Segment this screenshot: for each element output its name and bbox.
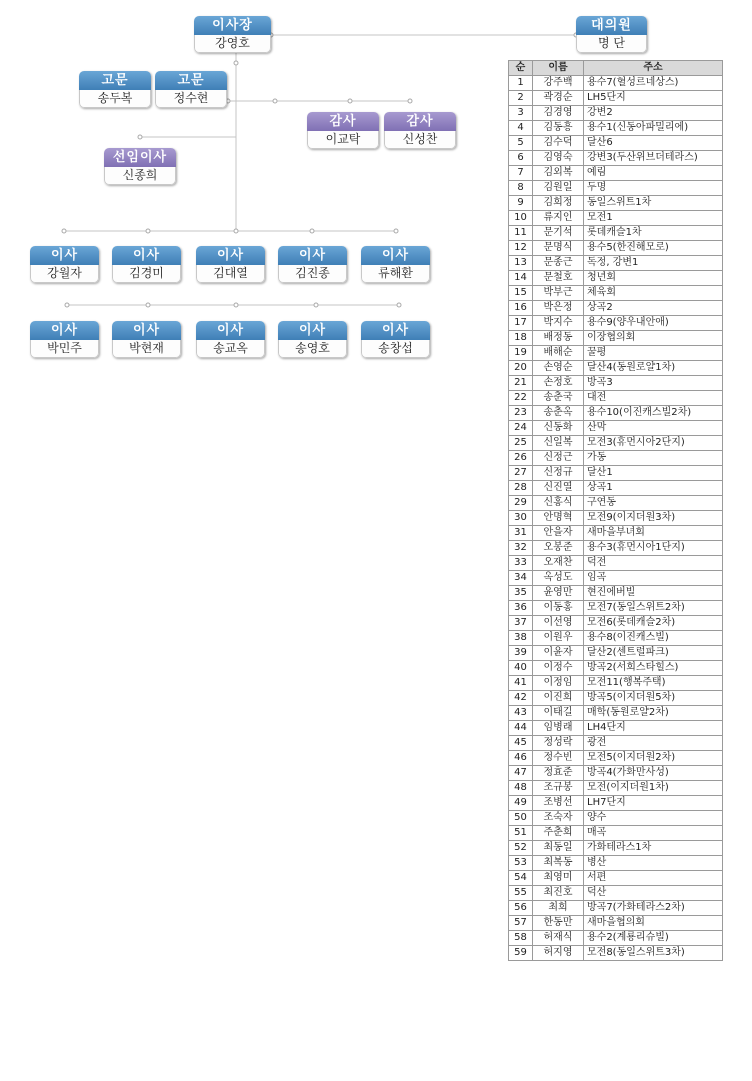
row-number: 28 xyxy=(509,481,533,496)
director-name: 김경미 xyxy=(112,265,181,283)
director-box xyxy=(112,246,181,283)
director-title: 이사 xyxy=(278,246,347,265)
table-row xyxy=(509,226,723,241)
delegate-address: 매학(동원로얄2차) xyxy=(584,706,723,721)
table-row xyxy=(509,796,723,811)
table-row xyxy=(509,76,723,91)
row-number: 5 xyxy=(509,136,533,151)
table-row xyxy=(509,181,723,196)
delegate-address: 모전5(이지더원2차) xyxy=(584,751,723,766)
row-number: 48 xyxy=(509,781,533,796)
delegate-address: 두명 xyxy=(584,181,723,196)
delegate-address: 예림 xyxy=(584,166,723,181)
row-number: 46 xyxy=(509,751,533,766)
director-name: 강월자 xyxy=(30,265,99,283)
delegate-address: 모전3(휴먼시아2단지) xyxy=(584,436,723,451)
delegate-address: 새마을부녀회 xyxy=(584,526,723,541)
delegate-address: 달산1 xyxy=(584,466,723,481)
row-number: 23 xyxy=(509,406,533,421)
director-name: 김대열 xyxy=(196,265,265,283)
delegate-address: 이장협의회 xyxy=(584,331,723,346)
table-row xyxy=(509,631,723,646)
delegate-address: 청년회 xyxy=(584,271,723,286)
delegate-address: 용수1(신동아파밀리에) xyxy=(584,121,723,136)
row-number: 37 xyxy=(509,616,533,631)
row-number: 26 xyxy=(509,451,533,466)
row-number: 20 xyxy=(509,361,533,376)
auditor-box-2 xyxy=(384,112,456,149)
chairman-title: 이사장 xyxy=(194,16,271,35)
delegate-address: 방곡4(가화만사성) xyxy=(584,766,723,781)
delegate-address: 모전9(이지더원3차) xyxy=(584,511,723,526)
row-number: 3 xyxy=(509,106,533,121)
auditor-title: 감사 xyxy=(384,112,456,131)
delegate-address: 강변3(두산위브더테라스) xyxy=(584,151,723,166)
table-row xyxy=(509,721,723,736)
director-box xyxy=(361,321,430,358)
delegate-address: LH4단지 xyxy=(584,721,723,736)
table-row xyxy=(509,616,723,631)
table-row xyxy=(509,706,723,721)
delegate-name: 임병래 xyxy=(533,721,584,736)
delegate-address: 방곡7(가화테라스2차) xyxy=(584,901,723,916)
row-number: 27 xyxy=(509,466,533,481)
council-title: 대의원 xyxy=(576,16,647,35)
delegate-name: 강주백 xyxy=(533,76,584,91)
delegate-name: 조병선 xyxy=(533,796,584,811)
row-number: 42 xyxy=(509,691,533,706)
delegate-address: 롯데캐슬1차 xyxy=(584,226,723,241)
table-row xyxy=(509,556,723,571)
delegate-address: 달산2(센트럴파크) xyxy=(584,646,723,661)
delegate-name: 최진호 xyxy=(533,886,584,901)
delegate-address: 방곡3 xyxy=(584,376,723,391)
delegate-name: 송춘옥 xyxy=(533,406,584,421)
director-title: 이사 xyxy=(361,321,430,340)
chairman-box xyxy=(194,16,271,53)
delegate-name: 오재찬 xyxy=(533,556,584,571)
director-title: 이사 xyxy=(112,321,181,340)
table-row xyxy=(509,541,723,556)
table-row xyxy=(509,106,723,121)
row-number: 36 xyxy=(509,601,533,616)
column-header-name: 이름 xyxy=(533,61,584,76)
delegate-name: 허지영 xyxy=(533,946,584,961)
delegate-address: 용수3(휴먼시아1단지) xyxy=(584,541,723,556)
table-row xyxy=(509,286,723,301)
row-number: 57 xyxy=(509,916,533,931)
table-row xyxy=(509,571,723,586)
table-row xyxy=(509,466,723,481)
table-row xyxy=(509,511,723,526)
delegate-name: 이정수 xyxy=(533,661,584,676)
column-header-address: 주소 xyxy=(584,61,723,76)
row-number: 38 xyxy=(509,631,533,646)
delegate-name: 신정규 xyxy=(533,466,584,481)
row-number: 59 xyxy=(509,946,533,961)
row-number: 4 xyxy=(509,121,533,136)
row-number: 51 xyxy=(509,826,533,841)
delegate-name: 최영미 xyxy=(533,871,584,886)
table-row xyxy=(509,871,723,886)
table-row xyxy=(509,946,723,961)
delegate-address: 가화테라스1차 xyxy=(584,841,723,856)
table-row xyxy=(509,496,723,511)
delegate-address: 모전8(동일스위트3차) xyxy=(584,946,723,961)
row-number: 39 xyxy=(509,646,533,661)
delegate-address: 용수8(이진캐스빌) xyxy=(584,631,723,646)
row-number: 35 xyxy=(509,586,533,601)
table-row xyxy=(509,346,723,361)
director-title: 이사 xyxy=(196,246,265,265)
delegate-name: 김외복 xyxy=(533,166,584,181)
delegate-address: 모전7(동일스위트2차) xyxy=(584,601,723,616)
table-row xyxy=(509,271,723,286)
delegate-name: 윤영만 xyxy=(533,586,584,601)
row-number: 31 xyxy=(509,526,533,541)
delegate-name: 문종근 xyxy=(533,256,584,271)
director-box xyxy=(30,321,99,358)
table-row xyxy=(509,421,723,436)
row-number: 43 xyxy=(509,706,533,721)
row-number: 49 xyxy=(509,796,533,811)
director-title: 이사 xyxy=(361,246,430,265)
table-row xyxy=(509,901,723,916)
delegate-name: 최복동 xyxy=(533,856,584,871)
advisor-box-1 xyxy=(79,71,151,108)
row-number: 56 xyxy=(509,901,533,916)
delegate-address: LH5단지 xyxy=(584,91,723,106)
director-name: 박민주 xyxy=(30,340,99,358)
row-number: 30 xyxy=(509,511,533,526)
table-row xyxy=(509,811,723,826)
table-row xyxy=(509,676,723,691)
row-number: 7 xyxy=(509,166,533,181)
table-row xyxy=(509,481,723,496)
delegate-address: 강변2 xyxy=(584,106,723,121)
delegate-address: 양수 xyxy=(584,811,723,826)
table-header-row xyxy=(509,61,723,76)
delegate-name: 이선영 xyxy=(533,616,584,631)
table-row xyxy=(509,661,723,676)
table-row xyxy=(509,691,723,706)
delegate-name: 손정호 xyxy=(533,376,584,391)
delegate-name: 김경영 xyxy=(533,106,584,121)
delegate-name: 정수빈 xyxy=(533,751,584,766)
roster-body xyxy=(509,76,723,961)
table-row xyxy=(509,766,723,781)
advisor-name: 송두복 xyxy=(79,90,151,108)
table-row xyxy=(509,781,723,796)
row-number: 41 xyxy=(509,676,533,691)
delegate-name: 안을자 xyxy=(533,526,584,541)
advisor-title: 고문 xyxy=(155,71,227,90)
delegate-address: 상곡2 xyxy=(584,301,723,316)
row-number: 15 xyxy=(509,286,533,301)
director-box xyxy=(361,246,430,283)
table-row xyxy=(509,841,723,856)
delegate-address: 모전6(롯데캐슬2차) xyxy=(584,616,723,631)
delegate-address: 달산4(동원로얄1차) xyxy=(584,361,723,376)
delegate-name: 문명식 xyxy=(533,241,584,256)
table-row xyxy=(509,241,723,256)
table-row xyxy=(509,256,723,271)
delegate-name: 김동흥 xyxy=(533,121,584,136)
row-number: 44 xyxy=(509,721,533,736)
delegate-name: 배해순 xyxy=(533,346,584,361)
delegate-name: 김영숙 xyxy=(533,151,584,166)
director-title: 이사 xyxy=(30,246,99,265)
delegate-name: 이윤자 xyxy=(533,646,584,661)
delegate-name: 이진희 xyxy=(533,691,584,706)
row-number: 1 xyxy=(509,76,533,91)
director-name: 류해환 xyxy=(361,265,430,283)
delegate-address: 덕전 xyxy=(584,556,723,571)
delegate-name: 정성락 xyxy=(533,736,584,751)
row-number: 22 xyxy=(509,391,533,406)
table-row xyxy=(509,586,723,601)
row-number: 33 xyxy=(509,556,533,571)
elected-director-title: 선임이사 xyxy=(104,148,176,167)
elected-director-box xyxy=(104,148,176,185)
table-row xyxy=(509,376,723,391)
delegate-address: 새마을협의회 xyxy=(584,916,723,931)
column-header-number: 순 xyxy=(509,61,533,76)
director-title: 이사 xyxy=(278,321,347,340)
delegate-name: 최희 xyxy=(533,901,584,916)
delegate-address: 용수10(이진캐스빌2차) xyxy=(584,406,723,421)
row-number: 21 xyxy=(509,376,533,391)
delegate-address: 용수9(양우내안애) xyxy=(584,316,723,331)
delegate-name: 신진열 xyxy=(533,481,584,496)
table-row xyxy=(509,331,723,346)
row-number: 54 xyxy=(509,871,533,886)
delegate-name: 박지수 xyxy=(533,316,584,331)
delegate-address: 용수2(계룡리슈빌) xyxy=(584,931,723,946)
delegate-name: 곽경순 xyxy=(533,91,584,106)
row-number: 18 xyxy=(509,331,533,346)
delegate-name: 김수덕 xyxy=(533,136,584,151)
delegate-address: 용수7(혈성르네상스) xyxy=(584,76,723,91)
delegate-name: 주춘희 xyxy=(533,826,584,841)
row-number: 52 xyxy=(509,841,533,856)
table-row xyxy=(509,916,723,931)
delegate-address: 모전(이지더원1차) xyxy=(584,781,723,796)
delegate-name: 류지인 xyxy=(533,211,584,226)
row-number: 13 xyxy=(509,256,533,271)
table-row xyxy=(509,301,723,316)
table-row xyxy=(509,151,723,166)
delegate-address: 광전 xyxy=(584,736,723,751)
delegate-name: 이정임 xyxy=(533,676,584,691)
table-row xyxy=(509,196,723,211)
elected-director-name: 신종희 xyxy=(104,167,176,185)
delegate-address: 매곡 xyxy=(584,826,723,841)
row-number: 55 xyxy=(509,886,533,901)
row-number: 29 xyxy=(509,496,533,511)
delegate-name: 김희정 xyxy=(533,196,584,211)
delegate-name: 문철호 xyxy=(533,271,584,286)
director-name: 송영호 xyxy=(278,340,347,358)
table-row xyxy=(509,451,723,466)
delegate-address: 가동 xyxy=(584,451,723,466)
delegate-address: 독정, 강변1 xyxy=(584,256,723,271)
row-number: 2 xyxy=(509,91,533,106)
advisor-name: 정수현 xyxy=(155,90,227,108)
delegate-name: 조숙자 xyxy=(533,811,584,826)
delegate-address: 달산6 xyxy=(584,136,723,151)
director-box xyxy=(196,246,265,283)
delegate-name: 송춘국 xyxy=(533,391,584,406)
delegate-name: 문기석 xyxy=(533,226,584,241)
delegate-address: 임곡 xyxy=(584,571,723,586)
auditor-name: 신성찬 xyxy=(384,131,456,149)
advisor-title: 고문 xyxy=(79,71,151,90)
row-number: 14 xyxy=(509,271,533,286)
delegate-roster-table xyxy=(508,60,723,961)
delegate-address: 병산 xyxy=(584,856,723,871)
delegate-name: 박은정 xyxy=(533,301,584,316)
row-number: 53 xyxy=(509,856,533,871)
row-number: 25 xyxy=(509,436,533,451)
row-number: 45 xyxy=(509,736,533,751)
delegate-name: 신동화 xyxy=(533,421,584,436)
delegate-name: 신정근 xyxy=(533,451,584,466)
table-row xyxy=(509,316,723,331)
delegate-name: 이태길 xyxy=(533,706,584,721)
director-title: 이사 xyxy=(196,321,265,340)
delegate-address: 서편 xyxy=(584,871,723,886)
table-row xyxy=(509,436,723,451)
row-number: 19 xyxy=(509,346,533,361)
director-box xyxy=(30,246,99,283)
table-row xyxy=(509,361,723,376)
row-number: 8 xyxy=(509,181,533,196)
director-name: 송교옥 xyxy=(196,340,265,358)
table-row xyxy=(509,211,723,226)
table-row xyxy=(509,136,723,151)
delegate-name: 허재식 xyxy=(533,931,584,946)
table-row xyxy=(509,856,723,871)
table-row xyxy=(509,826,723,841)
delegate-name: 이동홍 xyxy=(533,601,584,616)
delegate-name: 신일복 xyxy=(533,436,584,451)
row-number: 17 xyxy=(509,316,533,331)
table-row xyxy=(509,736,723,751)
row-number: 9 xyxy=(509,196,533,211)
row-number: 50 xyxy=(509,811,533,826)
delegate-name: 배정동 xyxy=(533,331,584,346)
row-number: 47 xyxy=(509,766,533,781)
delegate-name: 오봉준 xyxy=(533,541,584,556)
row-number: 34 xyxy=(509,571,533,586)
row-number: 58 xyxy=(509,931,533,946)
director-box xyxy=(278,321,347,358)
row-number: 16 xyxy=(509,301,533,316)
delegate-address: 대전 xyxy=(584,391,723,406)
delegate-name: 안명혁 xyxy=(533,511,584,526)
table-row xyxy=(509,601,723,616)
table-row xyxy=(509,91,723,106)
table-row xyxy=(509,646,723,661)
row-number: 12 xyxy=(509,241,533,256)
row-number: 10 xyxy=(509,211,533,226)
delegate-address: 체육회 xyxy=(584,286,723,301)
auditor-box-1 xyxy=(307,112,379,149)
director-title: 이사 xyxy=(30,321,99,340)
director-box xyxy=(196,321,265,358)
delegate-name: 손영순 xyxy=(533,361,584,376)
auditor-name: 이교탁 xyxy=(307,131,379,149)
delegate-name: 옥성도 xyxy=(533,571,584,586)
table-row xyxy=(509,166,723,181)
table-row xyxy=(509,121,723,136)
table-row xyxy=(509,391,723,406)
row-number: 11 xyxy=(509,226,533,241)
delegate-address: 덕산 xyxy=(584,886,723,901)
delegate-name: 한동만 xyxy=(533,916,584,931)
delegate-address: 동일스위트1차 xyxy=(584,196,723,211)
delegate-address: 모전11(행복주택) xyxy=(584,676,723,691)
chairman-name: 강영호 xyxy=(194,35,271,53)
row-number: 6 xyxy=(509,151,533,166)
council-name: 명 단 xyxy=(576,35,647,53)
delegate-name: 박부근 xyxy=(533,286,584,301)
row-number: 40 xyxy=(509,661,533,676)
delegate-name: 이원우 xyxy=(533,631,584,646)
table-row xyxy=(509,526,723,541)
table-row xyxy=(509,886,723,901)
table-row xyxy=(509,406,723,421)
table-row xyxy=(509,931,723,946)
auditor-title: 감사 xyxy=(307,112,379,131)
director-box xyxy=(278,246,347,283)
delegate-address: LH7단지 xyxy=(584,796,723,811)
delegate-address: 방곡2(서희스타힐스) xyxy=(584,661,723,676)
delegate-name: 김원일 xyxy=(533,181,584,196)
director-box xyxy=(112,321,181,358)
delegate-address: 꿀평 xyxy=(584,346,723,361)
delegate-address: 산막 xyxy=(584,421,723,436)
director-name: 김진종 xyxy=(278,265,347,283)
director-title: 이사 xyxy=(112,246,181,265)
delegate-name: 조규봉 xyxy=(533,781,584,796)
delegate-name: 최동일 xyxy=(533,841,584,856)
director-name: 송창섭 xyxy=(361,340,430,358)
delegate-address: 현진에버빌 xyxy=(584,586,723,601)
council-box xyxy=(576,16,647,53)
delegate-name: 신홍식 xyxy=(533,496,584,511)
delegate-address: 방곡5(이지더원5차) xyxy=(584,691,723,706)
row-number: 32 xyxy=(509,541,533,556)
delegate-address: 구연동 xyxy=(584,496,723,511)
delegate-address: 상곡1 xyxy=(584,481,723,496)
director-name: 박현재 xyxy=(112,340,181,358)
advisor-box-2 xyxy=(155,71,227,108)
table-row xyxy=(509,751,723,766)
row-number: 24 xyxy=(509,421,533,436)
delegate-name: 정효준 xyxy=(533,766,584,781)
delegate-address: 모전1 xyxy=(584,211,723,226)
delegate-address: 용수5(한진해모로) xyxy=(584,241,723,256)
